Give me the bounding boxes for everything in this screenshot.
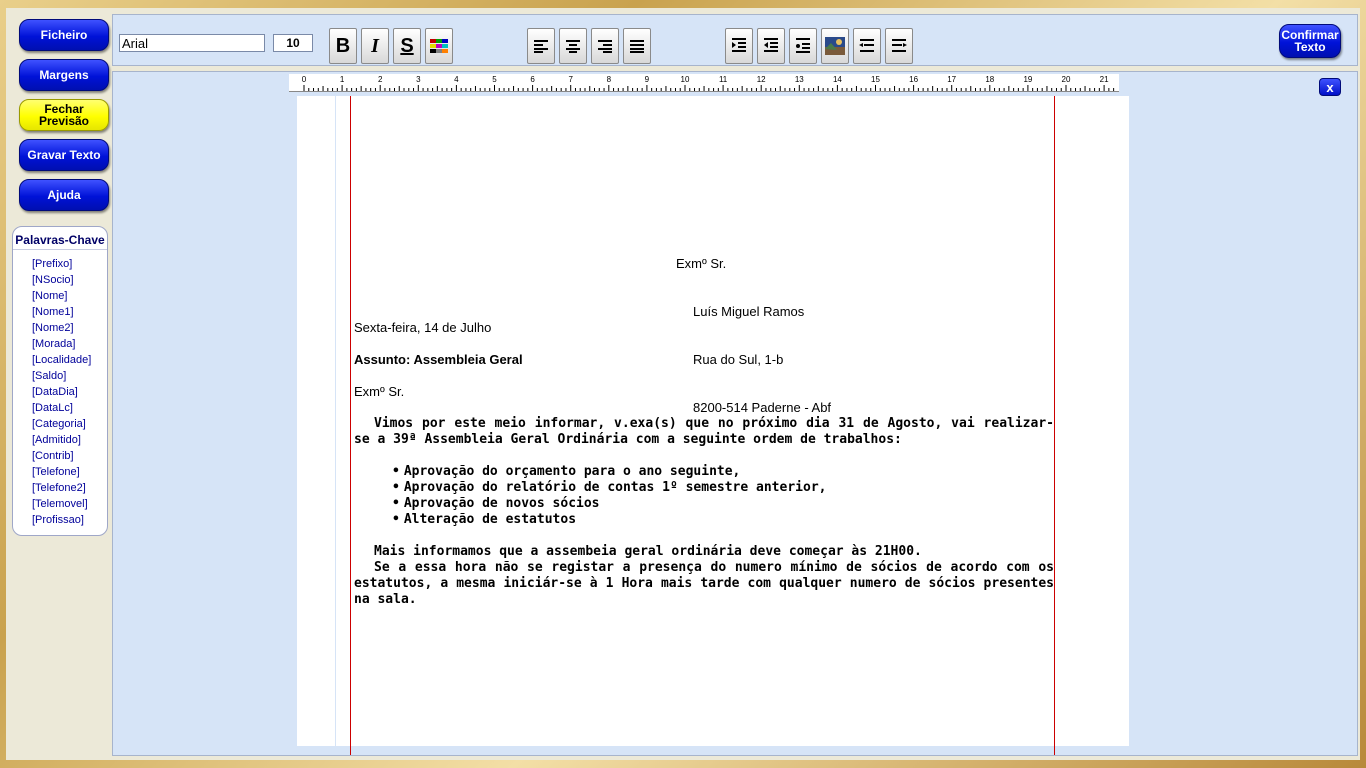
keyword-item[interactable]: [Telemovel] (32, 498, 88, 510)
keyword-item[interactable]: [Telefone] (32, 466, 80, 478)
keyword-item[interactable]: [Morada] (32, 338, 76, 350)
justify-button[interactable] (623, 28, 651, 64)
letter-date: Sexta-feira, 14 de Julho (354, 320, 492, 335)
ruler-label: 13 (794, 75, 804, 84)
keyword-item[interactable]: [NSocio] (32, 274, 74, 286)
letter-closing (354, 544, 1054, 608)
justify-icon (629, 39, 645, 53)
keywords-title: Palavras-Chave (13, 227, 107, 250)
italic-button[interactable]: I (361, 28, 389, 64)
ruler-label: 11 (718, 75, 728, 84)
font-size-input[interactable] (273, 34, 313, 52)
paragraph-text: Mais informamos que a assembeia geral ordinária deve começar às 21H00. (374, 544, 922, 559)
ruler-label: 3 (416, 75, 421, 84)
insert-image-button[interactable] (821, 28, 849, 64)
letter-subject: Assunto: Assembleia Geral (354, 352, 523, 367)
agenda-item: • Alteração de estatutos (392, 512, 826, 528)
gravar-texto-button[interactable]: Gravar Texto (19, 139, 109, 171)
formatting-toolbar (112, 14, 1358, 66)
ruler-label: 8 (606, 75, 612, 84)
left-margin-line[interactable] (350, 96, 351, 756)
address-line: Rua do Sul, 1-b (693, 352, 784, 367)
paragraph-text: Vimos por este meio informar, v.exa(s) que no próximo dia 31 de Agosto, vai realizar-se a 39ª Assembleia Geral Ordinária com a seguinte ordem de trabalhos: (354, 416, 1054, 447)
address-line: Luís Miguel Ramos (693, 304, 805, 319)
paragraph-text: Se a essa hora não se registar a presença do numero mínimo de sócios de acordo com os estatutos, a mesma iniciár-se à 1 Hora mais tarde com qualquer numero de sócios presentes na sala. (354, 560, 1054, 607)
indent-decrease-button[interactable] (757, 28, 785, 64)
fechar-previsao-button[interactable]: Fechar Previsão (19, 99, 109, 131)
bullet-list-icon (794, 37, 812, 55)
ruler[interactable] (289, 74, 1119, 92)
keyword-item[interactable]: [Admitido] (32, 434, 81, 446)
outdent-icon (858, 37, 876, 55)
indent-decrease-icon (762, 37, 780, 55)
keywords-panel (12, 226, 108, 536)
document-area (112, 71, 1358, 756)
keyword-item[interactable]: [Localidade] (32, 354, 92, 366)
color-picker-button[interactable] (425, 28, 453, 64)
indent-increase-icon (730, 37, 748, 55)
bullet-list-button[interactable] (789, 28, 817, 64)
keyword-item[interactable]: [Contrib] (32, 450, 74, 462)
ruler-label: 12 (756, 75, 766, 84)
keyword-item[interactable]: [Nome1] (32, 306, 74, 318)
ruler-label: 16 (909, 75, 919, 84)
ruler-scale (289, 74, 1119, 92)
keyword-item[interactable]: [DataDia] (32, 386, 78, 398)
keyword-item[interactable]: [DataLc] (32, 402, 73, 414)
agenda-item: • Aprovação do orçamento para o ano seguinte, (392, 464, 826, 480)
align-right-icon (597, 39, 613, 53)
ruler-label: 1 (339, 75, 345, 84)
bold-button[interactable]: B (329, 28, 357, 64)
address-line: 8200-514 Paderne - Abf (693, 400, 832, 415)
align-left-button[interactable] (527, 28, 555, 64)
ruler-label: 15 (871, 75, 880, 84)
ajuda-button[interactable]: Ajuda (19, 179, 109, 211)
ruler-label: 10 (680, 75, 690, 84)
keyword-item[interactable]: [Telefone2] (32, 482, 86, 494)
ruler-label: 6 (530, 75, 535, 84)
outdent-button[interactable] (853, 28, 881, 64)
align-right-button[interactable] (591, 28, 619, 64)
indent-increase-button[interactable] (725, 28, 753, 64)
font-name-input[interactable] (119, 34, 265, 52)
margens-button[interactable]: Margens (19, 59, 109, 91)
right-margin-line[interactable] (1054, 96, 1055, 756)
agenda-list (392, 464, 826, 528)
ruler-label: 18 (985, 75, 995, 84)
underline-button[interactable]: S (393, 28, 421, 64)
ruler-label: 7 (568, 75, 573, 84)
align-center-icon (565, 39, 581, 53)
agenda-item: • Aprovação do relatório de contas 1º semestre anterior, (392, 480, 826, 496)
keyword-item[interactable]: [Profissao] (32, 514, 84, 526)
ruler-label: 17 (947, 75, 957, 84)
indent-button[interactable] (885, 28, 913, 64)
ruler-label: 0 (301, 75, 307, 84)
keyword-item[interactable]: [Saldo] (32, 370, 67, 382)
ruler-label: 21 (1099, 75, 1109, 84)
keywords-list (13, 250, 107, 528)
ruler-label: 9 (644, 75, 650, 84)
ruler-label: 2 (377, 75, 383, 84)
keyword-item[interactable]: [Nome] (32, 290, 68, 302)
confirmar-texto-button[interactable]: Confirmar Texto (1279, 24, 1341, 58)
keyword-item[interactable]: [Categoria] (32, 418, 86, 430)
align-left-icon (533, 39, 549, 53)
letter-paragraph (354, 416, 1054, 448)
ruler-label: 20 (1061, 75, 1071, 84)
indent-icon (890, 37, 908, 55)
ruler-label: 4 (454, 75, 459, 84)
ruler-label: 5 (492, 75, 497, 84)
ruler-label: 19 (1023, 75, 1033, 84)
app-frame (6, 8, 1360, 760)
document-page[interactable] (297, 96, 1129, 746)
color-palette-icon (430, 39, 448, 53)
image-icon (825, 37, 845, 55)
ficheiro-button[interactable]: Ficheiro (19, 19, 109, 51)
address-line: Exmº Sr. (676, 256, 727, 271)
recipient-address (676, 224, 831, 448)
close-icon[interactable]: x (1319, 78, 1341, 96)
align-center-button[interactable] (559, 28, 587, 64)
page-edge (335, 96, 336, 746)
ruler-label: 14 (832, 75, 842, 84)
keyword-item[interactable]: [Nome2] (32, 322, 74, 334)
keyword-item[interactable]: [Prefixo] (32, 258, 73, 270)
agenda-item: • Aprovação de novos sócios (392, 496, 826, 512)
letter-greeting: Exmº Sr. (354, 384, 405, 399)
